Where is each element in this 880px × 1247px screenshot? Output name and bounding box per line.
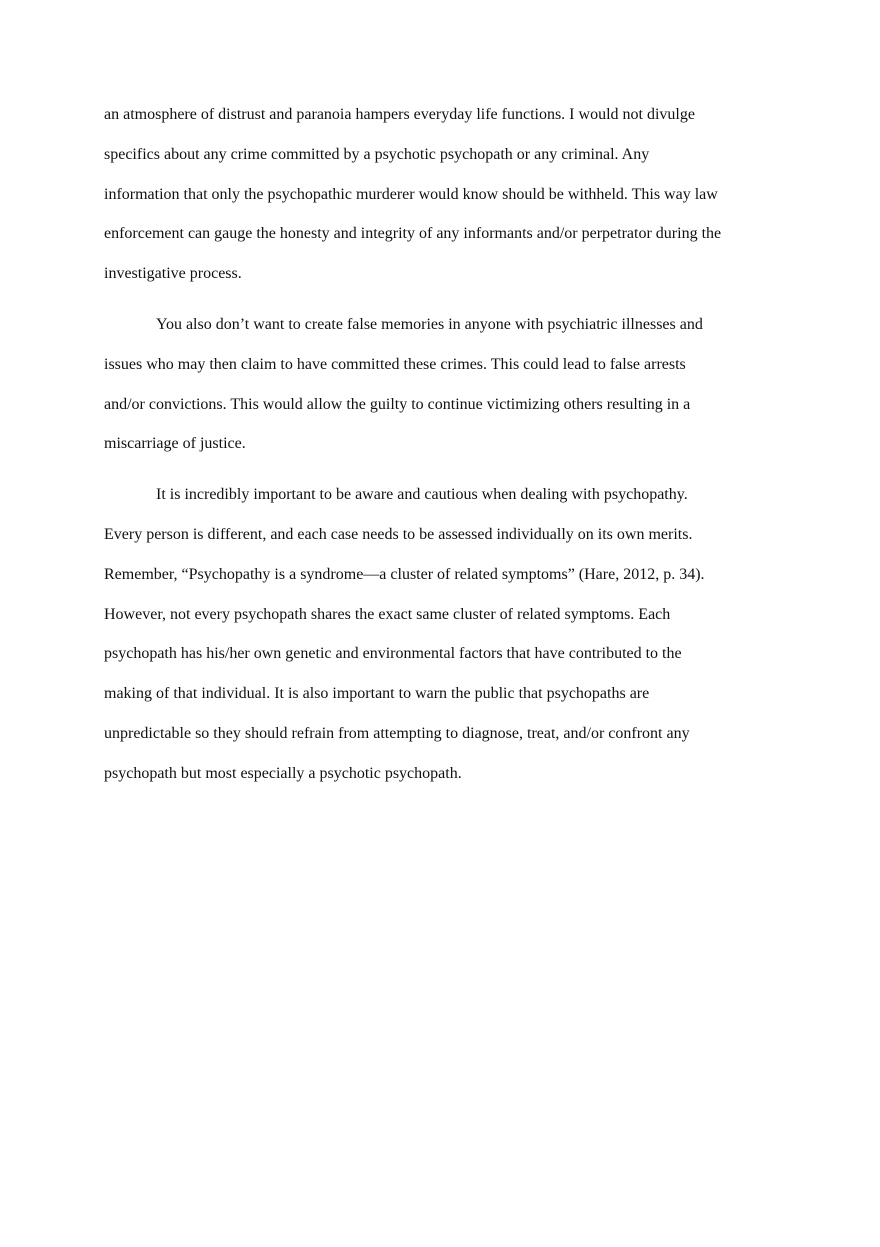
paragraph-3 — [104, 475, 772, 793]
text-line: issues who may then claim to have committed these crimes. This could lead to false arrests — [104, 355, 686, 373]
text-line: psychopath has his/her own genetic and environmental factors that have contributed to the — [104, 645, 682, 663]
text-line: However, not every psychopath shares the exact same cluster of related symptoms. Each — [104, 605, 671, 623]
text-line: miscarriage of justice. — [104, 435, 246, 453]
text-line: and/or convictions. This would allow the guilty to continue victimizing others resulting in a — [104, 395, 691, 413]
text-line: You also don’t want to create false memories in anyone with psychiatric illnesses and — [156, 315, 703, 333]
text-line: Remember, “Psychopathy is a syndrome—a cluster of related symptoms” (Hare, 2012, p. 34). — [104, 565, 705, 583]
text-line: specifics about any crime committed by a psychotic psychopath or any criminal. Any — [104, 145, 650, 163]
text-line: making of that individual. It is also important to warn the public that psychopaths are — [104, 685, 650, 703]
paragraph-spacer — [104, 294, 772, 305]
text-line: an atmosphere of distrust and paranoia hampers everyday life functions. I would not divulge — [104, 106, 695, 123]
text-line: investigative process. — [104, 265, 242, 283]
text-line: It is incredibly important to be aware and cautious when dealing with psychopathy. — [156, 486, 688, 504]
paragraph-spacer — [104, 464, 772, 475]
body-text — [104, 95, 772, 794]
text-line: psychopath but most especially a psychotic psychopath. — [104, 764, 462, 782]
text-line: unpredictable so they should refrain from attempting to diagnose, treat, and/or confront any — [104, 724, 690, 742]
paragraph-1 — [104, 95, 772, 294]
text-line: Every person is different, and each case needs to be assessed individually on its own merits. — [104, 525, 693, 543]
text-line: information that only the psychopathic murderer would know should be withheld. This way law — [104, 185, 718, 203]
paragraph-2 — [104, 305, 772, 464]
text-line: enforcement can gauge the honesty and integrity of any informants and/or perpetrator during the — [104, 225, 722, 243]
